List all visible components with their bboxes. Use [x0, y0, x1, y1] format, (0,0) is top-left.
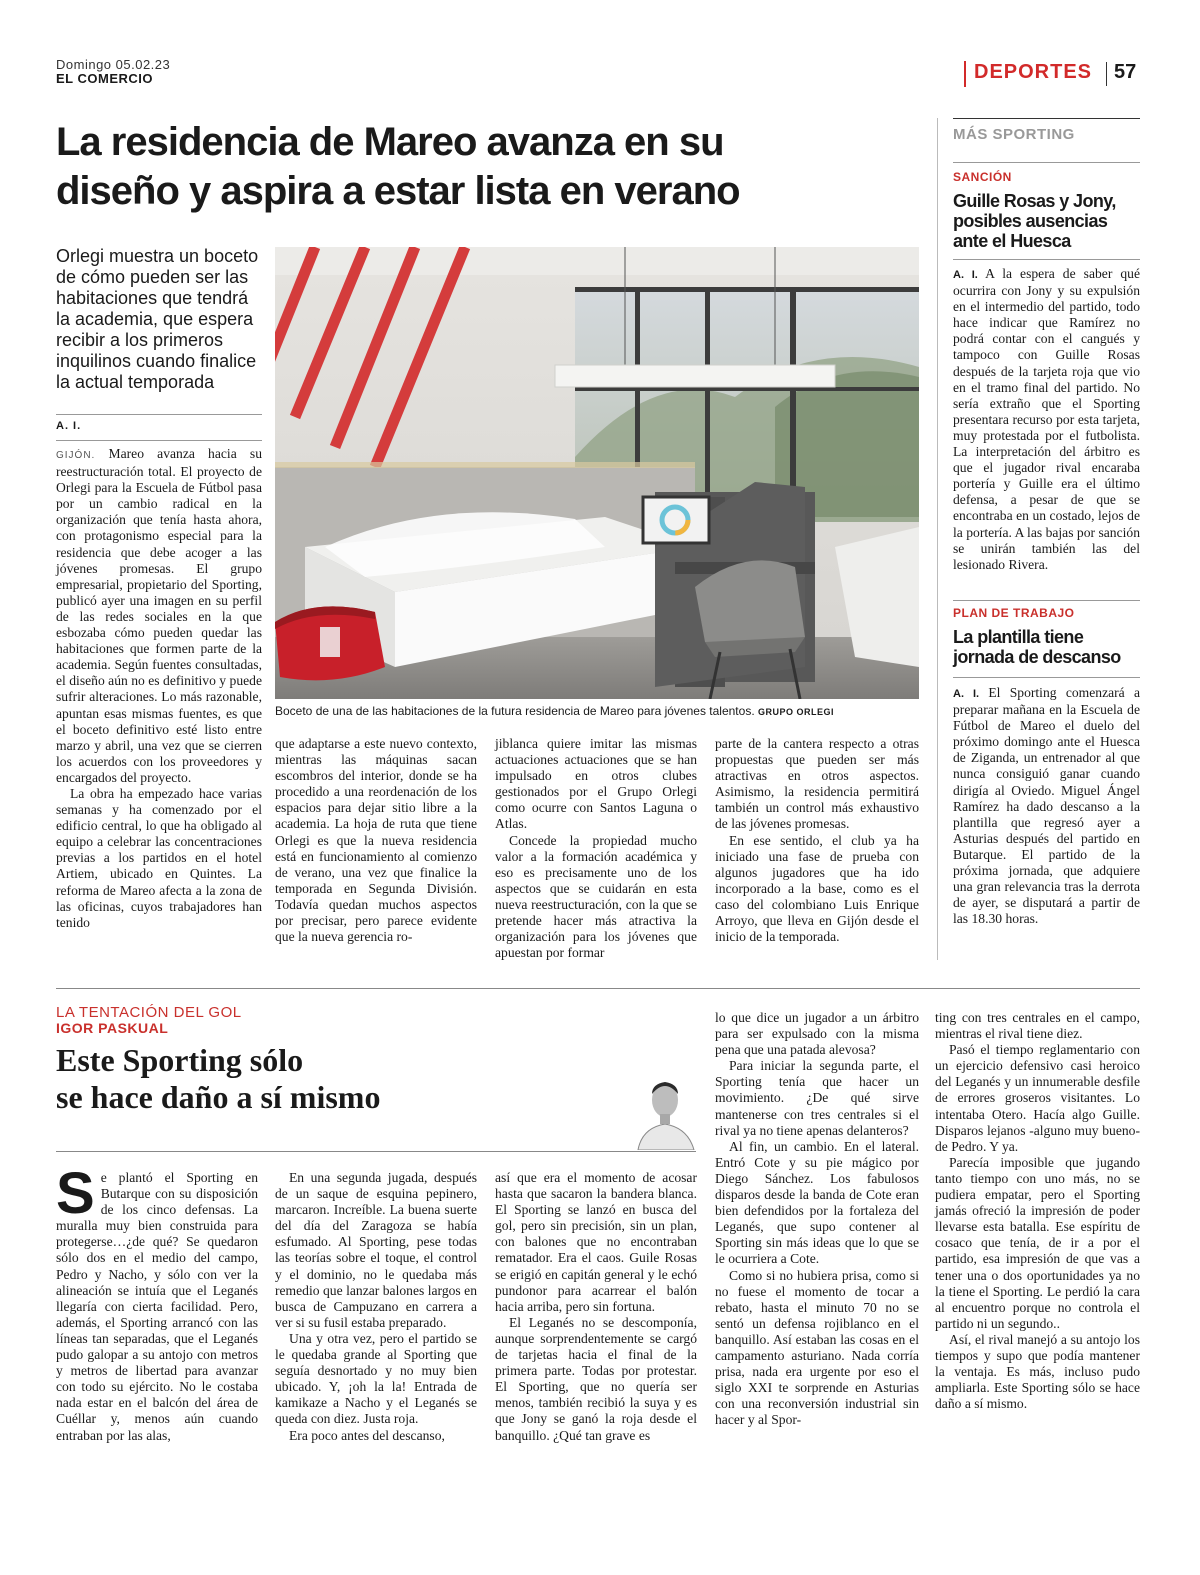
photo-caption	[275, 704, 919, 718]
opinion-column-2	[275, 1170, 477, 1444]
opinion-column-3	[495, 1170, 697, 1444]
opinion-paragraph: Era poco antes del descanso,	[289, 1427, 445, 1443]
headline-line-1: La residencia de Mareo avanza en su	[56, 120, 724, 164]
headline-line-2: se hace daño a sí mismo	[56, 1079, 381, 1115]
article-subhead: Orlegi muestra un boceto de cómo pueden ser las habitaciones que tendrá la academia, que espera recibir a los primeros inquilinos cuando finalice la actual temporada	[56, 246, 259, 392]
sidebar-divider	[937, 118, 938, 960]
sidebar-body: A. I. El Sporting comenzará a preparar mañana en la Escuela de Fútbol de Mareo el duelo del próximo domingo ante el Huesca de Ziganda, un entrenador al que nunca consiguió ganar cuando dirigía al Oviedo. Miguel Ángel Ramírez ha dado descanso a la plantilla que regresó ayer a Asturias después del partido en Butarque. El partido de la próxima jornada, que adquiere una gran relevancia tras la derrota de ayer, se disputará a partir de las 18.30 horas.	[953, 685, 1141, 927]
main-headline	[56, 118, 926, 216]
article-column-2	[275, 736, 477, 945]
page-number: 57	[1114, 61, 1137, 83]
opinion-paragraph: Parecía imposible que jugando tanto tiempo con uno más, no se pudiera empatar, pero el Sporting jamás ofreció la impresión de poder llevarse esta batalla. Ese espíritu de cosaco que tenía, de ir a por el partido, esa impresión de que vas a tener una o dos oportunidades ya no la tiene el Sporting. Le perdió la cara al encuentro porque no controla el partido ni un segundo..	[935, 1154, 1140, 1331]
newspaper-name: EL COMERCIO	[56, 71, 153, 86]
divider	[953, 677, 1140, 678]
sidebar-author: A. I.	[953, 269, 978, 281]
opinion-paragraph: Al fin, un cambio. En el lateral. Entró Cote y su pie mágico por Diego Sánchez. Los fabulosos disparos desde la banda de Cote eran bien defendidos por la fortaleza del Leganés, que supo contener al Sporting sin más ideas que lo que se le ocurriera a Cote.	[715, 1138, 919, 1267]
sidebar-headline: Guille Rosas y Jony, posibles ausencias ante el Huesca	[953, 191, 1116, 251]
divider	[56, 414, 262, 415]
divider	[56, 1151, 696, 1152]
edition-date: Domingo 05.02.23	[56, 57, 171, 72]
article-column-4	[715, 736, 919, 945]
divider	[953, 600, 1140, 601]
header-divider	[1106, 62, 1107, 86]
article-paragraph: La obra ha empezado hace varias semanas y ha comenzado por el edificio central, lo que ha obligado al equipo a celebrar las concentraciones previas a los partidos en el hotel Artiem, ubicado en Quintes. La reforma de Mareo afecta a la zona de las oficinas, cuyos trabajadores han tenido	[56, 785, 262, 930]
article-column-1	[56, 446, 262, 931]
sidebar-kicker: SANCIÓN	[953, 170, 1012, 184]
sidebar-headline: La plantilla tiene jornada de descanso	[953, 627, 1121, 667]
opinion-column-4	[715, 1010, 919, 1428]
article-column-3	[495, 736, 697, 961]
drop-cap: S	[56, 1161, 95, 1226]
dateline: GIJÓN.	[56, 450, 96, 461]
article-paragraph: Concede la propiedad mucho valor a la formación académica y eso es precisamente uno de los aspectos que se cuidarán en esta nueva reestructuración, con la que se pretende hacer más atractiva la organización para los jóvenes que apuestan por formar	[495, 832, 697, 961]
opinion-paragraph: Para iniciar la segunda parte, el Sporting tenía que hacer un movimiento. ¿De qué sirve mantenerse con tres centrales si el rival ya no tiene apenas delanteros?	[715, 1058, 919, 1138]
opinion-paragraph: Como si no hubiera prisa, como si no fuese el momento de tocar a rebato, hasta el minuto 70 no se sentó un defensa rojiblanco en el banquillo. Así estaban las cosas en el campamento asturiano. Nada corría prisa, nada era urgente por eso el siglo XXI te sorprende en Asturias con una reconversión industrial sin hacer y al Spor-	[715, 1267, 919, 1428]
opinion-column-5	[935, 1010, 1140, 1412]
column-kicker: LA TENTACIÓN DEL GOL	[56, 1004, 242, 1021]
author-portrait	[634, 1070, 696, 1150]
article-paragraph: En ese sentido, el club ya ha iniciado una fase de prueba con algunos jugadores que ha ido incorporado a la base, como es el caso del colombiano Luis Enrique Arroyo, que lleva en Gijón desde el inicio de la temporada.	[715, 832, 919, 945]
opinion-paragraph: Se plantó el Sporting en Butarque con su disposición de los cinco defensas. La muralla muy bien construida para protegerse…¿de qué? Se quedaron sólo dos en el medio del campo, Pedro y Nacho, y sólo con ver la alineación se intuía que el Leganés llegaría con cierta facilidad. Pero, además, el Sporting arrancó con las líneas tan separadas, que el Leganés pudo galopar a su antojo con metros y metros de libertad para avanzar con todo su ejército. No le costaba nada estar en el balcón del área de Cuéllar y, menos aún cuando entraban por las alas,	[56, 1161, 258, 1443]
headline-line-2: diseño y aspira a estar lista en verano	[56, 169, 740, 213]
article-paragraph: GIJÓN. Mareo avanza hacia su reestructuración total. El proyecto de Orlegi para la Escuela de Fútbol pasa por un cambio radical en la organización que tenía hasta ahora, con protagonismo especial para la residencia que debe acoger a las jóvenes promesas. El grupo empresarial, propietario del Sporting, publicó ayer una imagen en su perfil de las redes sociales en la que esbozaba cómo pueden quedar las habitaciones que formen parte de la academia. Según fuentes consultadas, el diseño aún no es definitivo y puede sufrir alteraciones. Lo más razonable, apuntan esas mismas fuentes, es que el boceto definitivo esté listo entre marzo y abril, una vez que se cierren los acuerdos con los proveedores y encargados del proyecto.	[56, 446, 262, 785]
opinion-paragraph: El Leganés no se descomponía, aunque sorprendentemente se cargó de tarjetas hacia el final de la primera parte. Todas por protestar. El Sporting, que no quería ser menos, también recibió la suya y es que Jony se ganó la roja desde el banquillo. ¿Qué tan grave es	[495, 1314, 697, 1443]
article-paragraph: jiblanca quiere imitar las mismas actuaciones actuaciones que se han impulsado en otros clubes gestionados por el Grupo Orlegi como ocurre con Santos Laguna o Atlas.	[495, 736, 697, 832]
opinion-headline	[56, 1042, 496, 1116]
section-label: DEPORTES	[964, 61, 1092, 87]
sidebar-kicker: PLAN DE TRABAJO	[953, 606, 1075, 620]
opinion-paragraph: Así, el rival manejó a su antojo los tiempos y supo que podía mantener la ventaja. Es más, incluso pudo ampliarla. Este Sporting sólo se hace daño a sí mismo.	[935, 1331, 1140, 1412]
article-paragraph: parte de la cantera respecto a otras propuestas que pueden ser más atractivas en otros aspectos. Asimismo, la residencia permitirá también un control más exhaustivo de las jóvenes promesas.	[715, 736, 919, 832]
residence-room-photo	[275, 247, 919, 699]
opinion-paragraph: En una segunda jugada, después de un saque de esquina pepinero, marcaron. Increíble. La buena suerte del día del Zaragoza se había esfumado. Al Sporting, pese todas las teorías sobre el toque, el control y el dominio, no le quedaba más remedio que lanzar balones largos en busca de Campuzano en carrera a ver si su fusil estaba preparado.	[275, 1170, 477, 1330]
opinion-paragraph: Una y otra vez, pero el partido se le quedaba grande al Sporting que seguía desnortado y no muy bien ubicado. Y, ¡oh la la! Entrada de kamikaze a Nacho y el Leganés se queda con diez. Justa roja.	[275, 1330, 477, 1427]
column-author: IGOR PASKUAL	[56, 1020, 169, 1036]
opinion-paragraph: Pasó el tiempo reglamentario con un ejercicio defensivo casi heroico del Leganés y un innumerable desfile de errores groseros visitantes. Lo intentaba Otero. Hacía algo Guille. Disparos lejanos -alguno muy bueno- de Pedro. Y ya.	[935, 1042, 1140, 1154]
sidebar-title: MÁS SPORTING	[953, 126, 1075, 143]
divider	[953, 162, 1140, 163]
opinion-column-1	[56, 1161, 258, 1444]
sidebar-author: A. I.	[953, 688, 980, 700]
divider	[953, 259, 1140, 260]
caption-text: Boceto de una de las habitaciones de la futura residencia de Mareo para jóvenes talentos.	[275, 704, 755, 718]
sidebar-body: A. I. A la espera de saber qué ocurrira con Jony y su expulsión en el intermedio del partido, todo hace indicar que Ramírez no podrá contar con el cangués y tampoco con Guille Rosas después de la tarjeta roja que vio en el tramo final del partido. No sería extraño que el Sporting presentara recurso por esta tarjeta, muy protestada por el futbolista. La interpretación del árbitro es que el jugador rival encaraba portería y Guille era el último defensa, a pesar de que se encontraba en un costado, lejos de la portería. A las bajas por sanción se unirán también las del lesionado Rivera.	[953, 266, 1141, 572]
article-author: A. I.	[56, 420, 82, 432]
headline-line-1: Este Sporting sólo	[56, 1042, 304, 1078]
section-divider	[56, 988, 1140, 989]
opinion-paragraph: así que era el momento de acosar hasta que sacaron la bandera blanca. El Sporting se lanzó en busca del gol, pero sin precisión, sin un plan, con balones que no encontraban rematador. Era el caos. Guile Rosas se erigió en capitán general y le echó pundonor para acarrear el balón hacia arriba, pero sin fortuna.	[495, 1170, 697, 1314]
article-paragraph: que adaptarse a este nuevo contexto, mientras las máquinas sacan escombros del interior, donde se ha procedido a una reordenación de los espacios para dejar sitio libre a la academia. La hoja de ruta que tiene Orlegi es que la nueva residencia está en funcionamiento al comienzo de verano, una vez que finalice la temporada en Segunda División. Todavía quedan muchos aspectos por precisar, pero parece evidente que la nueva gerencia ro-	[275, 736, 477, 945]
divider	[56, 440, 262, 441]
photo-credit: GRUPO ORLEGI	[758, 707, 835, 717]
opinion-paragraph: lo que dice un jugador a un árbitro para ser expulsado con la misma pena que una patada alevosa?	[715, 1010, 919, 1058]
divider	[953, 118, 1140, 119]
opinion-paragraph: ting con tres centrales en el campo, mientras el rival tiene diez.	[935, 1010, 1140, 1042]
